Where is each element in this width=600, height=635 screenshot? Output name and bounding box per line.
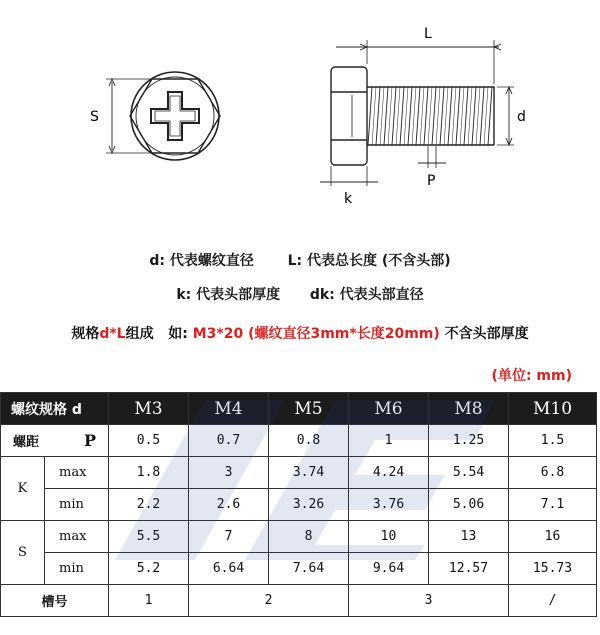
legend-k: k: 代表头部厚度 [176,287,281,303]
header-label: 螺纹规格 d [1,393,109,425]
k-min-value: 2.6 [189,489,269,521]
max-label: max [45,521,109,553]
s-max-value: 13 [429,521,509,553]
size-m5: M5 [269,393,349,425]
k-max-value: 3 [189,457,269,489]
label-s: S [90,109,99,125]
hex-head-outline [130,79,220,153]
table-row [1,489,597,521]
s-max-value: 10 [349,521,429,553]
spec-dl: d*L [99,326,126,342]
pitch-value: 0.8 [269,425,349,457]
pitch-value: 1.25 [429,425,509,457]
slot-value: 3 [349,585,509,617]
s-min-value: 12.57 [429,553,509,585]
label-k: k [344,191,353,207]
table-header-row [1,393,597,425]
s-min-value: 6.64 [189,553,269,585]
pitch-value: 0.7 [189,425,269,457]
unit-label: (单位: mm) [491,368,572,384]
k-min-value: 2.2 [109,489,189,521]
pitch-label: 螺距 [13,435,40,450]
s-max-value: 16 [509,521,597,553]
size-m3: M3 [109,393,189,425]
spec-line [0,323,600,343]
phillips-cross [151,92,199,140]
label-l: L [424,26,432,42]
k-min-value: 5.06 [429,489,509,521]
k-max-value: 3.74 [269,457,349,489]
size-m10: M10 [509,393,597,425]
spec-mid: 组成 如: [125,326,193,342]
k-max-value: 1.8 [109,457,189,489]
legend-line-2 [0,284,600,304]
slot-value: 1 [109,585,189,617]
max-label: max [45,457,109,489]
k-min-value: 7.1 [509,489,597,521]
min-label: min [45,553,109,585]
pitch-value: 1.5 [509,425,597,457]
k-min-value: 3.76 [349,489,429,521]
pitch-label-cell [1,425,109,457]
thread-lines [368,87,492,145]
k-max-value: 4.24 [349,457,429,489]
table-row [1,425,597,457]
min-label: min [45,489,109,521]
slot-value: 2 [189,585,349,617]
label-p: P [427,173,436,189]
table-row [1,553,597,585]
k-max-value: 5.54 [429,457,509,489]
size-m4: M4 [189,393,269,425]
pitch-symbol: P [83,431,96,450]
k-min-value: 3.26 [269,489,349,521]
s-max-value: 5.5 [109,521,189,553]
legend-line-1 [0,250,600,270]
k-max-value: 6.8 [509,457,597,489]
table-row [1,521,597,553]
pitch-value: 0.5 [109,425,189,457]
legend-dk: dk: 代表头部直径 [309,287,424,303]
size-m8: M8 [429,393,509,425]
table-row [1,457,597,489]
s-label: S [1,521,45,585]
table-row [1,585,597,617]
pitch-value: 1 [349,425,429,457]
s-max-value: 8 [269,521,349,553]
s-min-value: 5.2 [109,553,189,585]
legend-l: L: 代表总长度 (不含头部) [287,253,451,269]
spec-table [0,392,597,617]
size-m6: M6 [349,393,429,425]
label-d: d [517,109,526,125]
s-max-value: 7 [189,521,269,553]
spec-prefix: 规格 [71,326,100,342]
slot-value: / [509,585,597,617]
screw-diagram [0,0,600,225]
s-min-value: 9.64 [349,553,429,585]
s-min-value: 7.64 [269,553,349,585]
screw-head-side [331,67,367,165]
legend-d: d: 代表螺纹直径 [149,253,254,269]
spec-example: M3*20 (螺纹直径3mm*长度20mm) [192,326,440,342]
spec-suffix: 不含头部厚度 [439,326,529,342]
s-min-value: 15.73 [509,553,597,585]
slot-label: 槽号 [1,585,109,617]
k-label: K [1,457,45,521]
